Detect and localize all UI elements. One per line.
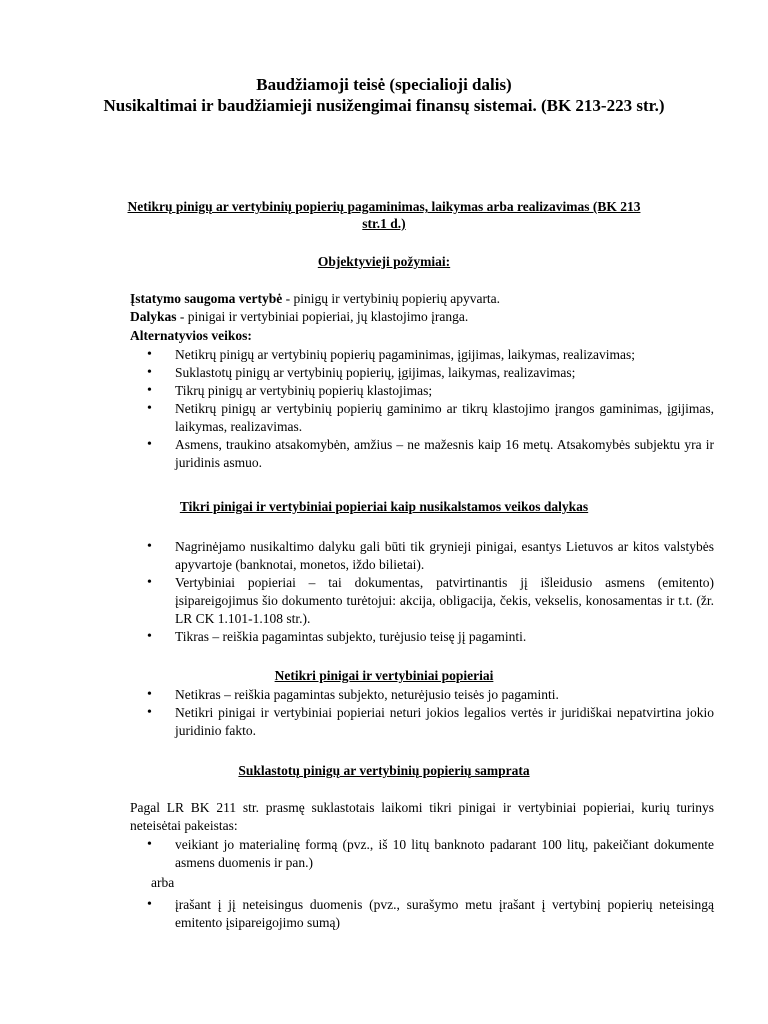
protected-value-text: - pinigų ir vertybinių popierių apyvarta. <box>282 291 501 306</box>
list-item: • įrašant į jį neteisingus duomenis (pvz., surašymo metu įrašant į vertybinį popierių neteisingą emitento įsipareigojimo sumą) <box>130 896 714 932</box>
subject-label: Dalykas <box>130 309 177 324</box>
list-item: • Vertybiniai popieriai – tai dokumentas, patvirtinantis jį išleidusio asmens (emitento) įsipareigojimus šio dokumento turėtojui: akcija, obligacija, čekis, vekselis, konosamentas ir t.t. (žr. LR CK 1.101-1.108 str.). <box>130 574 714 628</box>
list-item: • Tikrų pinigų ar vertybinių popierių klastojimas; <box>130 382 714 400</box>
list-item: • Netikri pinigai ir vertybiniai popieriai neturi jokios legalios vertės ir juridiškai nepatvirtina jokio juridinio fakto. <box>130 704 714 740</box>
protected-value-line <box>130 290 714 308</box>
section3-list <box>130 686 714 740</box>
section4-list-2 <box>130 896 714 932</box>
alternatives-label-line <box>130 327 714 345</box>
list-item: • Tikras – reiškia pagamintas subjekto, turėjusio teisę jį pagaminti. <box>130 628 714 646</box>
section4-heading: Suklastotų pinigų ar vertybinių popierių samprata <box>238 763 530 778</box>
list-item: • veikiant jo materialinę formą (pvz., iš 10 litų banknoto padarant 100 litų, pakeičiant dokumente asmens duomenis ir pan.) <box>130 836 714 872</box>
protected-value-label: Įstatymo saugoma vertybė <box>130 291 283 306</box>
document-title <box>100 74 668 116</box>
section4-intro: Pagal LR BK 211 str. prasmę suklastotais laikomi tikri pinigai ir vertybiniai popieriai, kurių turinys neteisėtai pakeistas: <box>130 800 714 833</box>
section4-list-1 <box>130 836 714 872</box>
list-item: • Nagrinėjamo nusikaltimo dalyku gali būti tik grynieji pinigai, esantys Lietuvos ar kitos valstybės apyvartoje (banknotai, monetos, iždo bilietai). <box>130 538 714 574</box>
section1-subheading: Objektyvieji požymiai: <box>317 254 451 269</box>
alternatives-list <box>130 346 714 472</box>
subject-text: - pinigai ir vertybiniai popieriai, jų klastojimo įranga. <box>176 309 469 324</box>
section3-heading: Netikri pinigai ir vertybiniai popieriai <box>274 668 494 683</box>
list-item: • Netikrų pinigų ar vertybinių popierių pagaminimas, įgijimas, laikymas, realizavimas; <box>130 346 714 364</box>
alternatives-label: Alternatyvios veikos: <box>130 328 252 343</box>
section2-list <box>130 538 714 646</box>
list-item: • Suklastotų pinigų ar vertybinių popierių, įgijimas, laikymas, realizavimas; <box>130 364 714 382</box>
or-label: arba <box>151 875 175 890</box>
title-line-2: Nusikaltimai ir baudžiamieji nusižengimai finansų sistemai. (BK 213-223 str.) <box>103 96 665 115</box>
list-item: • Netikras – reiškia pagamintas subjekto, neturėjusio teisės jo pagaminti. <box>130 686 714 704</box>
list-item: • Netikrų pinigų ar vertybinių popierių gaminimo ar tikrų klastojimo įrangos gaminimas, įgijimas, laikymas, realizavimas. <box>130 400 714 436</box>
section2-heading: Tikri pinigai ir vertybiniai popieriai kaip nusikalstamos veikos dalykas <box>179 499 589 514</box>
section1-heading: Netikrų pinigų ar vertybinių popierių pagaminimas, laikymas arba realizavimas (BK 213 str.1 d.) <box>127 199 641 231</box>
list-item: • Asmens, traukino atsakomybėn, amžius – ne mažesnis kaip 16 metų. Atsakomybės subjektu yra ir juridinis asmuo. <box>130 436 714 472</box>
title-line-1: Baudžiamoji teisė (specialioji dalis) <box>256 75 512 94</box>
subject-line <box>130 308 714 326</box>
